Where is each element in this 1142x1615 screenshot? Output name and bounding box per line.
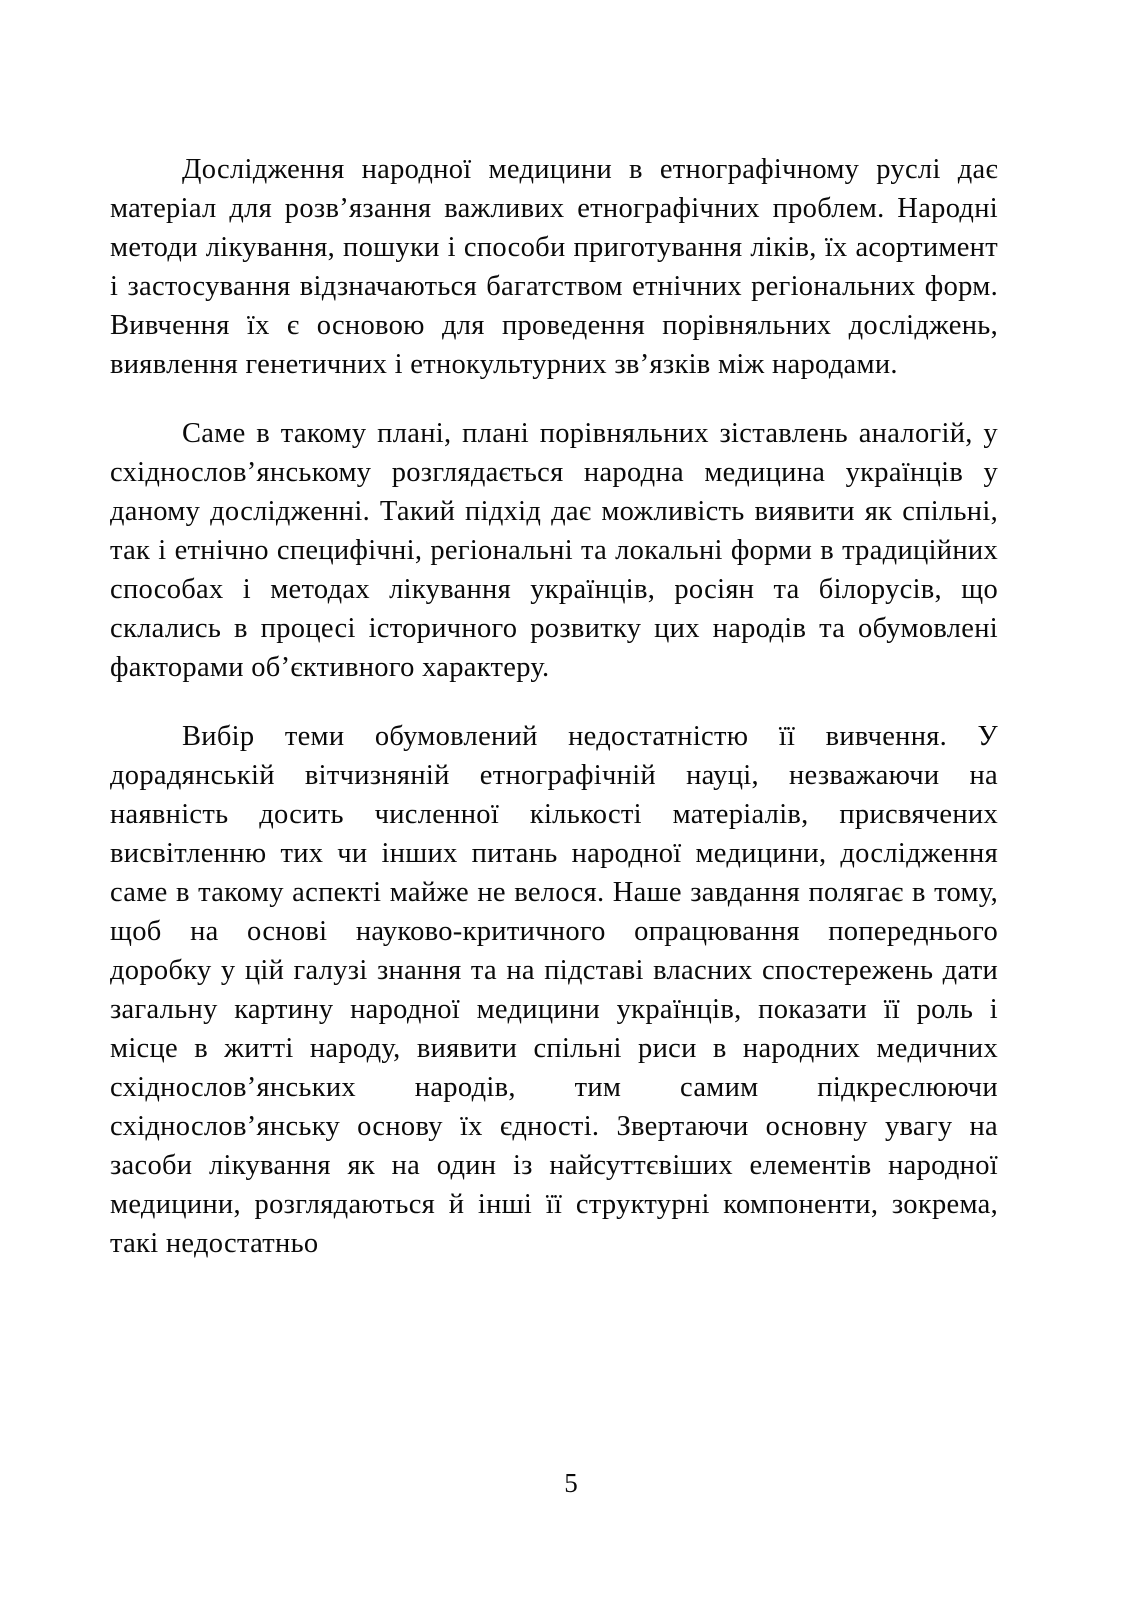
paragraph: Вибір теми обумовлений недостатністю її вивчення. У дорадянській вітчизняній етнографічній науці, незважаючи на наявність досить численної кількості матеріалів, присвячених висвітленню тих чи інших питань народної медицини, дослідження саме в такому аспекті майже не велося. Наше завдання полягає в тому, щоб на основі науково-критичного опрацювання попереднього доробку у цій галузі знання та на підставі власних спостережень дати загальну картину народної медицини українців, показати її роль і місце в житті народу, виявити спільні риси в народних медичних східнослов’янських народів, тим самим підкреслюючи східнослов’янську основу їх єдності. Звертаючи основну увагу на засоби лікування як на один із найсуттєвіших елементів народної медицини, розглядаються й інші її структурні компоненти, зокрема, такі недостатньо [110, 721, 998, 1259]
paragraph: Дослідження народної медицини в етнографічному руслі дає матеріал для розв’язання важливих етнографічних проблем. Народні методи лікування, пошуки і способи приготування ліків, їх асортимент і застосування відзначаються багатством етнічних регіональних форм. Вивчення їх є основою для проведення порівняльних досліджень, виявлення генетичних і етнокультурних зв’язків між народами. [110, 154, 998, 380]
page-text-block [110, 150, 998, 1293]
page-number: 5 [564, 1468, 578, 1498]
paragraph: Саме в такому плані, плані порівняльних зіставлень аналогій, у східнослов’янському розглядається народна медицина українців у даному дослідженні. Такий підхід дає можливість виявити як спільні, так і етнічно специфічні, регіональні та локальні форми в традиційних способах і методах лікування українців, росіян та білорусів, що склались в процесі історичного розвитку цих народів та обумовлені факторами об’єктивного характеру. [110, 418, 998, 683]
